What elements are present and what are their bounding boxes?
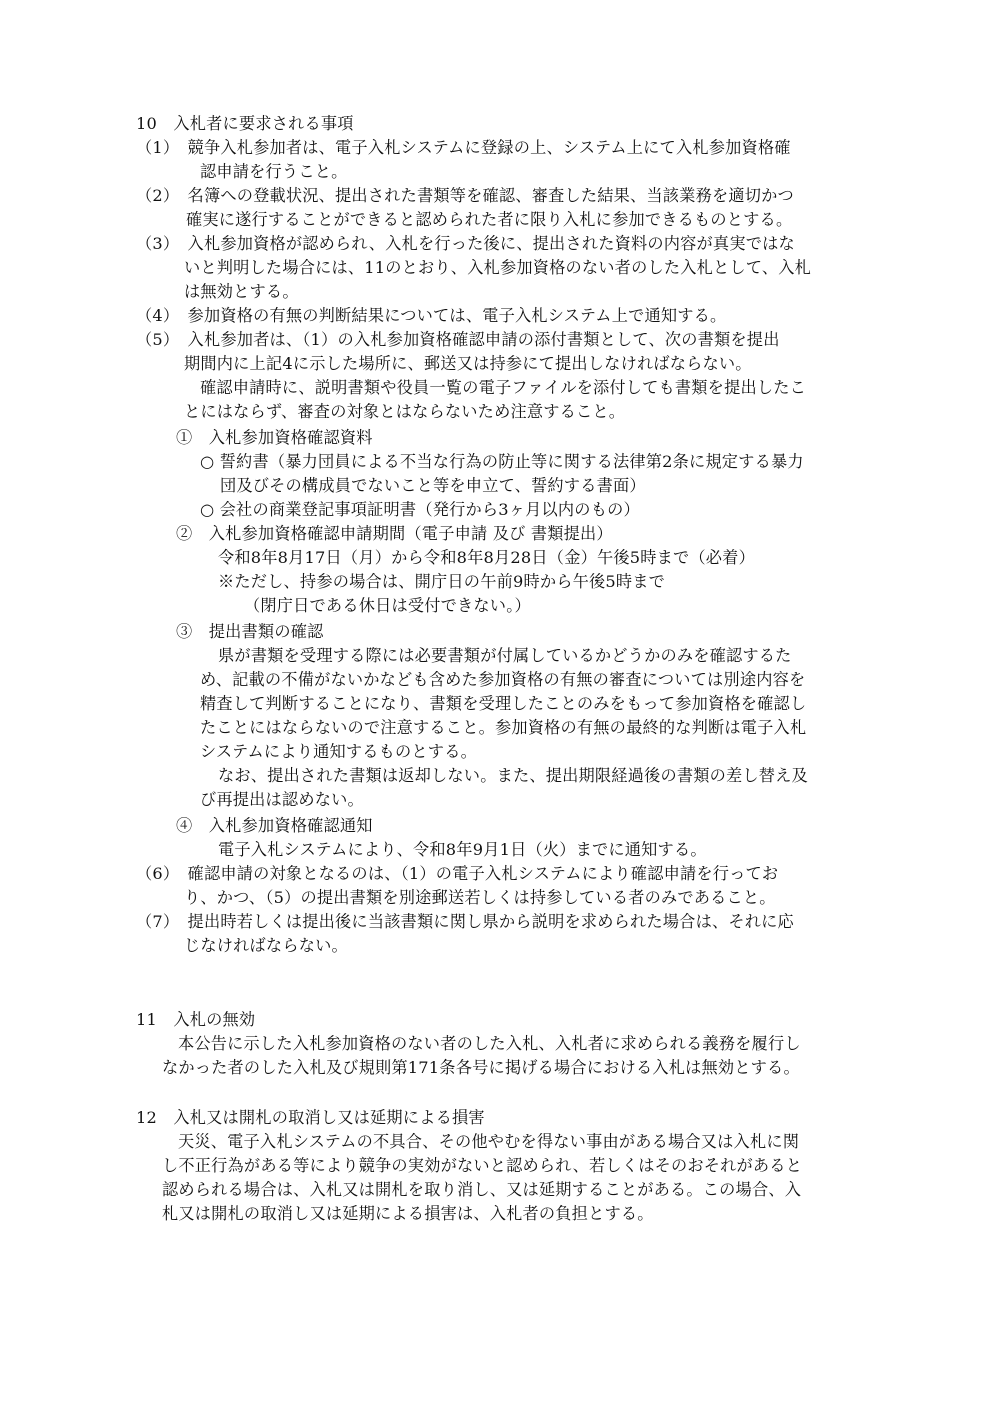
subitem-4-title: ④ 入札参加資格確認通知: [176, 816, 373, 835]
subitem-3-title: ③ 提出書類の確認: [176, 622, 324, 641]
section-11-line1: 本公告に示した入札参加資格のない者のした入札、入札者に求められる義務を履行し: [178, 1034, 801, 1053]
subitem-2-title: ② 入札参加資格確認申請期間（電子申請 及び 書類提出）: [176, 524, 613, 543]
section-10-heading: 10 入札者に要求される事項: [136, 114, 354, 133]
subitem-1-bullet2: ○ 会社の商業登記事項証明書（発行から3ヶ月以内のもの）: [200, 500, 640, 519]
subitem-1-bullet1-line2: 団及びその構成員でないこと等を申立て、誓約する書面）: [220, 476, 646, 495]
item-3-line2: いと判明した場合には、11のとおり、入札参加資格のない者のした入札として、入札: [184, 258, 812, 277]
subitem-2-note-holiday: （閉庁日である休日は受付できない。）: [244, 596, 531, 615]
subitem-2-note: ※ただし、持参の場合は、開庁日の午前9時から午後5時まで: [218, 572, 666, 591]
subitem-3-line2: め、記載の不備がないかなども含めた参加資格の有無の審査については別途内容を: [200, 670, 806, 689]
item-5-line2: 期間内に上記4に示した場所に、郵送又は持参にて提出しなければならない。: [184, 354, 752, 373]
item-7-line1: （7） 提出時若しくは提出後に当該書類に関し県から説明を求められた場合は、それに応: [136, 912, 794, 931]
item-6-line2: り、かつ、（5）の提出書類を別途郵送若しくは持参している者のみであること。: [184, 888, 776, 907]
subitem-3-line5: システムにより通知するものとする。: [200, 742, 477, 761]
section-12-line2: し不正行為がある等により競争の実効がないと認められ、若しくはそのおそれがあると: [162, 1156, 803, 1175]
subitem-2-period: 令和8年8月17日（月）から令和8年8月28日（金）午後5時まで（必着）: [218, 548, 755, 567]
subitem-3-line3: 精査して判断することになり、書類を受理したことのみをもって参加資格を確認し: [200, 694, 807, 713]
subitem-3-line7: び再提出は認めない。: [200, 790, 364, 809]
subitem-3-line4: たことにはならないので注意すること。参加資格の有無の最終的な判断は電子入札: [200, 718, 807, 737]
item-1-line1: （1） 競争入札参加者は、電子入札システムに登録の上、システム上にて入札参加資格確: [136, 138, 791, 157]
item-2-line1: （2） 名簿への登載状況、提出された書類等を確認、審査した結果、当該業務を適切かつ: [136, 186, 794, 205]
item-5-line3: 確認申請時に、説明書類や役員一覧の電子ファイルを添付しても書類を提出したこ: [200, 378, 807, 397]
item-2-line2: 確実に遂行することができると認められた者に限り入札に参加できるものとする。: [186, 210, 793, 229]
subitem-3-line6: なお、提出された書類は返却しない。また、提出期限経過後の書類の差し替え及: [218, 766, 808, 785]
item-7-line2: じなければならない。: [184, 936, 348, 955]
item-6-line1: （6） 確認申請の対象となるのは、（1）の電子入札システムにより確認申請を行ってお: [136, 864, 779, 883]
item-5-line1: （5） 入札参加者は、（1）の入札参加資格確認申請の添付書類として、次の書類を提出: [136, 330, 780, 349]
section-12-line4: 札又は開札の取消し又は延期による損害は、入札者の負担とする。: [162, 1204, 654, 1223]
item-3-line3: は無効とする。: [184, 282, 299, 301]
item-3-line1: （3） 入札参加資格が認められ、入札を行った後に、提出された資料の内容が真実ではな: [136, 234, 795, 253]
subitem-1-title: ① 入札参加資格確認資料: [176, 428, 373, 447]
section-12-line1: 天災、電子入札システムの不具合、その他やむを得ない事由がある場合又は入札に関: [178, 1132, 800, 1151]
subitem-4-line1: 電子入札システムにより、令和8年9月1日（火）までに通知する。: [218, 840, 707, 859]
section-12-heading: 12 入札又は開札の取消し又は延期による損害: [136, 1108, 485, 1127]
item-4-line1: （4） 参加資格の有無の判断結果については、電子入札システム上で通知する。: [136, 306, 727, 325]
item-1-line2: 認申請を行うこと。: [200, 162, 348, 181]
item-5-line4: とにはならず、審査の対象とはならないため注意すること。: [184, 402, 626, 421]
subitem-1-bullet1-line1: ○ 誓約書（暴力団員による不当な行為の防止等に関する法律第2条に規定する暴力: [200, 452, 804, 471]
section-11-line2: なかった者のした入札及び規則第171条各号に掲げる場合における入札は無効とする。: [162, 1058, 800, 1077]
subitem-3-line1: 県が書類を受理する際には必要書類が付属しているかどうかのみを確認するた: [218, 646, 792, 665]
section-12-line3: 認められる場合は、入札又は開札を取り消し、又は延期することがある。この場合、入: [162, 1180, 802, 1199]
section-11-heading: 11 入札の無効: [136, 1010, 256, 1029]
